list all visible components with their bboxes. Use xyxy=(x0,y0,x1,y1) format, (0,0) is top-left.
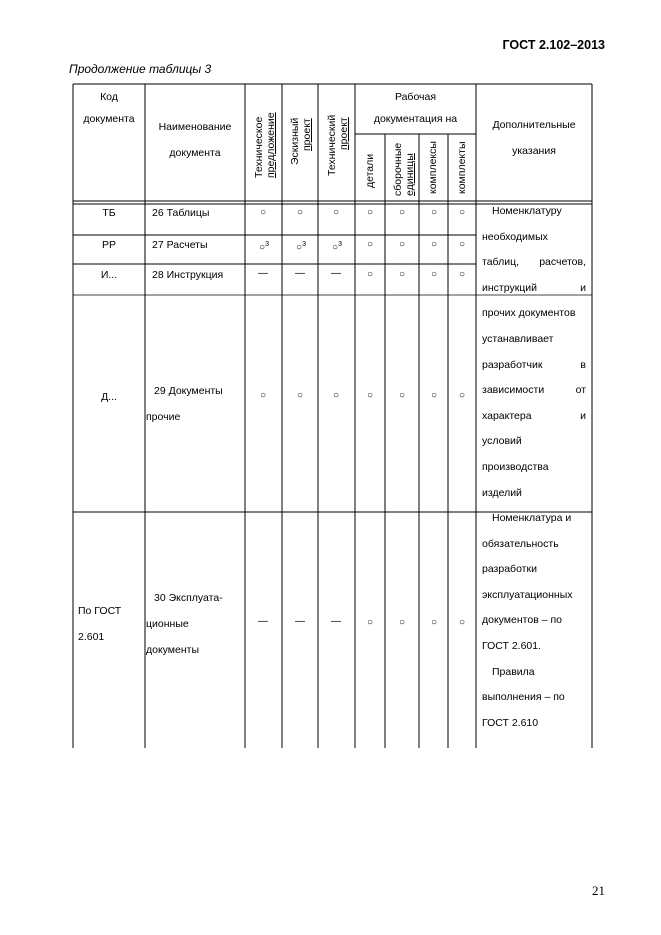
notes-group-2: Номенклатура и обязательность разработки эксплуатационных документов – по ГОСТ 2.601. Правила выполнения – по ГОСТ 2.610 xyxy=(482,512,573,729)
mark: ○ xyxy=(296,390,304,401)
mark: — xyxy=(295,616,305,627)
mark: ○ xyxy=(366,390,374,401)
header-name: Наименование документа xyxy=(158,121,232,159)
mark: ○ xyxy=(430,269,438,280)
mark: ○ xyxy=(366,617,374,628)
mark: ○ xyxy=(430,390,438,401)
row-name: 30 Эксплуата- ционные документы xyxy=(146,592,223,656)
mark: ○ xyxy=(398,239,406,250)
header-assembly-units: сборочные единицы xyxy=(392,142,416,196)
row-code: И... xyxy=(100,269,118,281)
mark: ○$^3$ xyxy=(332,241,342,253)
table-caption: Продолжение таблицы 3 xyxy=(69,62,212,76)
mark: ○$^3$ xyxy=(296,241,306,253)
mark: ○ xyxy=(398,207,406,218)
standard-code: ГОСТ 2.102–2013 xyxy=(502,38,605,52)
mark: ○ xyxy=(366,207,374,218)
row-name: 26 Таблицы xyxy=(152,207,210,219)
mark: ○ xyxy=(458,207,466,218)
header-working-docs: Рабочая документация на xyxy=(373,91,458,125)
row-name: 28 Инструкция xyxy=(152,269,224,281)
page-number: 21 xyxy=(592,883,605,898)
header-tech-project: Технический проект xyxy=(326,114,350,176)
mark: ○ xyxy=(458,617,466,628)
mark: ○ xyxy=(366,239,374,250)
mark: — xyxy=(258,616,268,627)
header-tech-proposal: Техническое предложение xyxy=(253,112,277,178)
header-complexes: комплексы xyxy=(427,141,439,194)
mark: ○ xyxy=(458,239,466,250)
mark: ○ xyxy=(430,617,438,628)
header-sketch-project: Эскизный проект xyxy=(289,117,313,165)
row-code: Д... xyxy=(101,391,117,403)
mark: ○ xyxy=(458,390,466,401)
mark: ○ xyxy=(332,390,340,401)
mark: — xyxy=(295,268,305,279)
row-name: 29 Документы прочие xyxy=(146,385,223,423)
mark: ○ xyxy=(458,269,466,280)
mark: — xyxy=(331,268,341,279)
mark: ○ xyxy=(332,207,340,218)
mark: — xyxy=(258,268,268,279)
row-code: РР xyxy=(101,239,116,251)
mark: ○ xyxy=(398,617,406,628)
header-kits: комплекты xyxy=(456,141,468,194)
header-notes: Дополнительные указания xyxy=(492,119,576,157)
mark: — xyxy=(331,616,341,627)
mark: ○ xyxy=(430,239,438,250)
mark: ○ xyxy=(398,390,406,401)
mark: ○ xyxy=(259,207,267,218)
mark: ○ xyxy=(296,207,304,218)
mark: ○ xyxy=(259,390,267,401)
header-code: Код документа xyxy=(83,91,135,125)
mark: ○$^3$ xyxy=(259,241,269,253)
row-code: По ГОСТ 2.601 xyxy=(78,605,122,643)
row-code: ТБ xyxy=(102,207,116,219)
notes-group-1: Номенклатуру необходимых таблиц, расчетов, инструкций и прочих документов устанавливает разработчик в зависимости от характера и условий производства изделий xyxy=(482,205,586,499)
mark: ○ xyxy=(430,207,438,218)
mark: ○ xyxy=(366,269,374,280)
mark: ○ xyxy=(398,269,406,280)
header-parts: детали xyxy=(364,153,376,188)
row-name: 27 Расчеты xyxy=(152,239,208,251)
